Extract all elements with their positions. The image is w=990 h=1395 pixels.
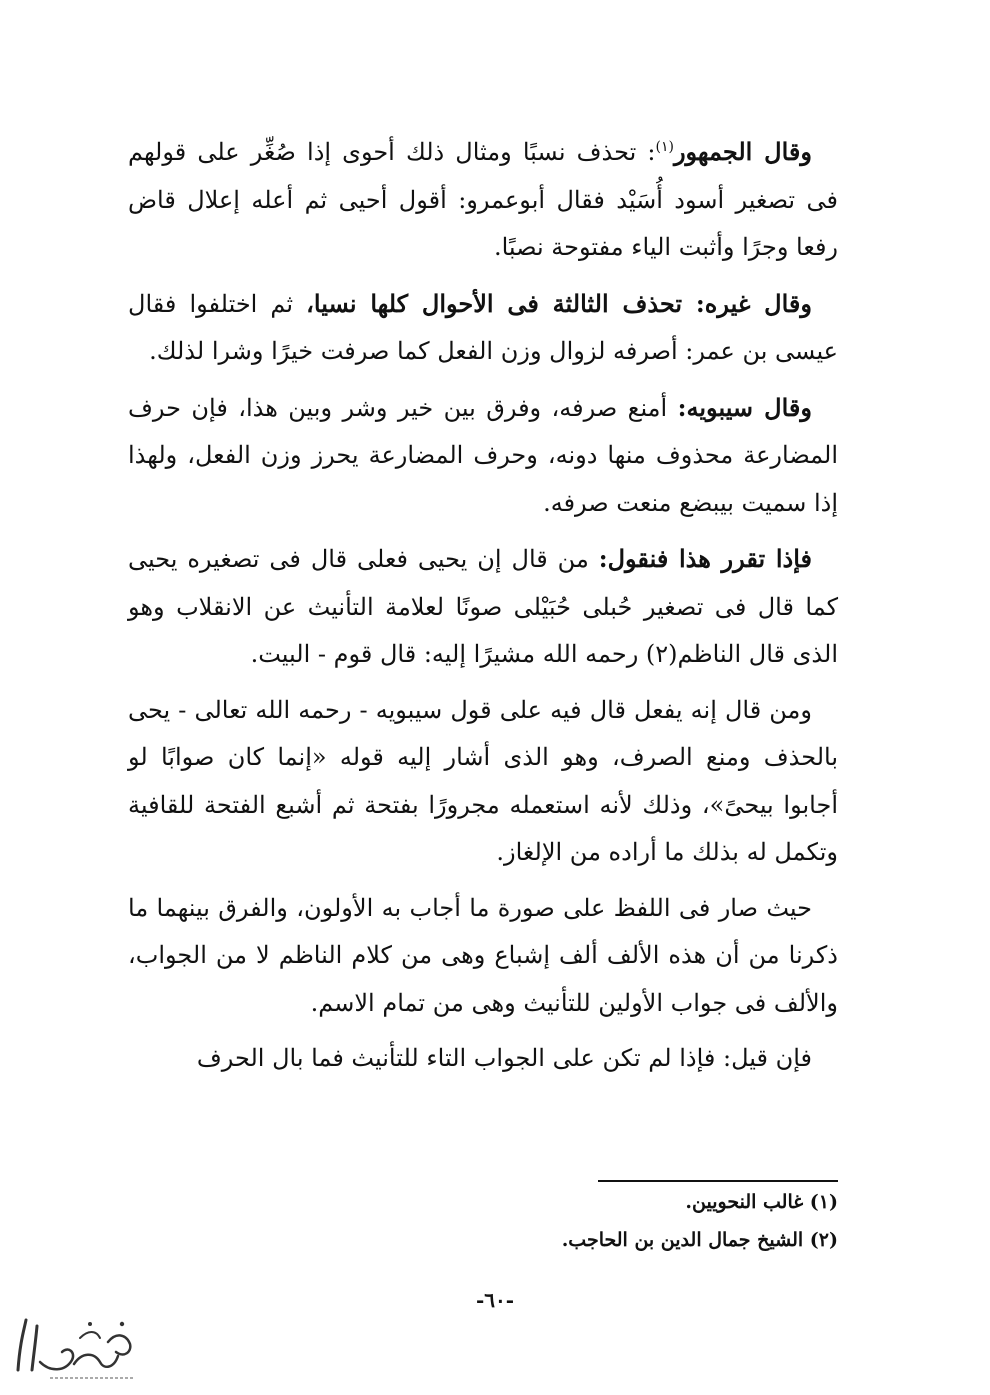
paragraph-lead: وقال الجمهور [673,137,812,166]
footnote-1: (١) غالب النحويين. [685,1191,838,1213]
paragraph-1 [128,128,838,272]
paragraph-text: : تحذف نسبًا ومثال ذلك أحوى إذا صُغِّر على قولهم فى تصغير أسود أُسَيْد فقال أبوعمرو: أقول أحيى ثم أعله إعلال قاض رفعا وجرًا وأثبت الياء مفتوحة نصبًا. [128,138,838,261]
footnote-ref: (١) [655,139,674,155]
paragraph-7 [128,1035,838,1083]
paragraph-4 [128,535,838,679]
paragraph-lead: وقال سيبويه: [677,392,812,422]
paragraph-text: فإن قيل: فإذا لم تكن على الجواب التاء للتأنيث فما بال الحرف [196,1044,812,1072]
footnote-divider [598,1180,838,1182]
paragraph-text: حيث صار فى اللفظ على صورة ما أجاب به الأولون، والفرق بينهما ما ذكرنا من أن هذه الألف ألف إشباع وهى من كلام الناظم لا من الجواب، والألف فى جواب الأولين للتأنيث وهى من تمام الاسم. [128,893,838,1017]
paragraph-lead: وقال غيره: تحذف الثالثة فى الأحوال كلها نسيا، [306,288,812,318]
page-number: -٦٠- [475,1288,515,1312]
footnotes [300,1183,838,1259]
paragraph-6 [128,885,838,1028]
paragraph-2 [128,280,838,376]
footnote-2: (٢) الشيخ جمال الدين بن الحاجب. [561,1229,838,1251]
main-text [128,128,838,1091]
paragraph-text: من قال إن يحيى فعلى قال فى تصغيره يحيى كما قال فى تصغير حُبلى حُبَيْلى صونًا لعلامة التأنيث عن الانقلاب وهو الذى قال الناظم(٢) رحمه الله مشيرًا إليه: قال قوم - البيت. [128,545,838,668]
paragraph-text: ومن قال إنه يفعل قال فيه على قول سيبويه - رحمه الله تعالى - يحى بالحذف ومنع الصرف، وهو الذى أشار إليه قوله «إنما كان صوابًا لو أجابوا بيحىً»، وذلك لأنه استعمله مجرورًا بفتحة ثم أشبع الفتحة للقافية وتكمل له بذلك ما أراده من الإلغاز. [128,695,838,866]
paragraph-3 [128,384,838,528]
publisher-calligraphy-logo-icon [10,1312,140,1384]
paragraph-5 [128,687,838,877]
paragraph-text: ثم اختلفوا فقال عيسى بن عمر: أصرفه لزوال وزن الفعل كما صرفت خيرًا وشرا لذلك. [128,289,838,365]
paragraph-text: أمنع صرفه، وفرق بين خير وشر وبين هذا، فإن حرف المضارعة محذوف منها دونه، وحرف المضارعة يحرز وزن الفعل، ولهذا إذا سميت بيبضع منعت صرفه. [128,393,838,517]
paragraph-lead: فإذا تقرر هذا فنقول: [598,544,812,573]
